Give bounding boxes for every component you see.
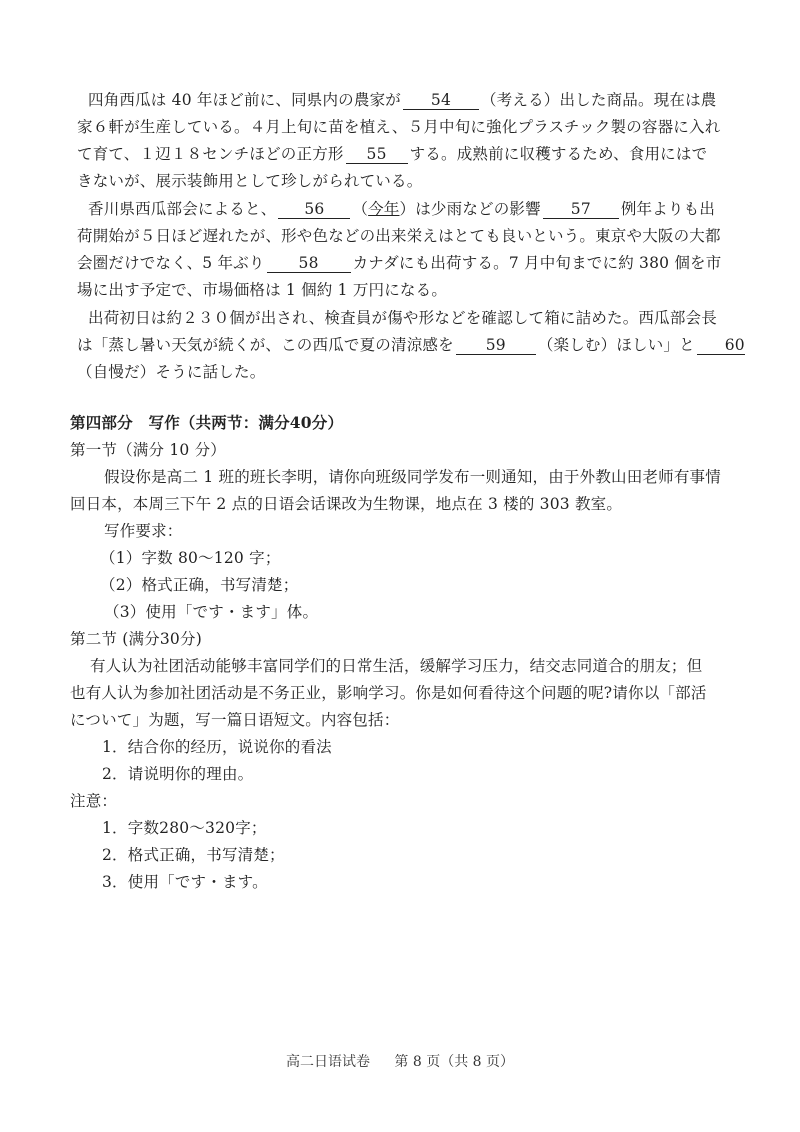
blank-57[interactable]: 57 <box>543 200 619 219</box>
requirements-label: 写作要求： <box>104 522 183 540</box>
requirement-item: （2）格式正确，书写清楚； <box>100 576 299 594</box>
notes-label: 注意： <box>70 792 118 810</box>
section-one-title: 第一节（满分 10 分） <box>70 441 226 459</box>
content-item: 1．结合你的经历，说说你的看法 <box>102 738 332 756</box>
page-number: 第 8 页（共 8 页） <box>394 1054 515 1070</box>
passage-p3-line1: 出荷初日は約２３０個が出され、検査員が傷や形などを確認して箱に詰めた。西瓜部会長 <box>88 309 717 327</box>
content-item: 2．请说明你的理由。 <box>102 765 254 783</box>
section-one-prompt-line1: 假设你是高二 1 班的班长李明，请你向班级同学发布一则通知，由于外教山田老师有事情 <box>104 468 721 486</box>
text: 香川県西瓜部会によると、 <box>88 200 277 218</box>
section-two-title: 第二节 (满分30分) <box>70 630 202 648</box>
note-item: 1．字数280～320字； <box>102 819 267 837</box>
hint-56: 今年 <box>368 200 400 218</box>
part-four-title: 第四部分 写作（共两节：满分40分） <box>70 413 344 432</box>
blank-60[interactable]: 60 <box>697 336 745 355</box>
requirement-item: （3）使用「です・ます」体。 <box>104 603 319 621</box>
passage-p1-line1 <box>88 90 717 110</box>
requirement-item: （1）字数 80～120 字； <box>100 549 281 567</box>
passage-p2-line2: 荷開始が５日ほど遅れたが、形や色などの出来栄えはとても良いという。東京や大阪の大都 <box>77 227 721 245</box>
text: は「蒸し暑い天気が続くが、この西瓜で夏の清涼感を <box>77 336 454 354</box>
section-two-prompt-line3: について」为题，写一篇日语短文。内容包括： <box>70 711 400 729</box>
passage-p3-line2 <box>77 335 747 355</box>
blank-55[interactable]: 55 <box>346 145 408 164</box>
text: （楽しむ）ほしい」と <box>537 336 695 354</box>
text: は少雨などの影響 <box>415 200 541 218</box>
blank-59[interactable]: 59 <box>456 336 536 355</box>
page-footer <box>0 1051 800 1071</box>
text: 四角西瓜は 40 年ほど前に、同県内の農家が <box>88 91 401 109</box>
text: する。成熟前に収穫するため、食用にはで <box>409 145 708 163</box>
passage-p2-line4: 場に出す予定で、市場価格は 1 個約 1 万円になる。 <box>77 281 448 299</box>
passage-p3-line3: （自慢だ）そうに話した。 <box>77 363 266 381</box>
note-item: 2．格式正确，书写清楚； <box>102 846 285 864</box>
text: 会圏だけでなく、5 年ぶり <box>77 254 265 272</box>
section-two-prompt-line1: 有人认为社团活动能够丰富同学们的日常生活，缓解学习压力，结交志同道合的朋友；但 <box>90 657 703 675</box>
passage-p1-line2: 家６軒が生産している。４月上旬に苗を植え、５月中旬に強化プラスチック製の容器に入れ <box>77 118 721 136</box>
exam-name: 高二日语试卷 <box>285 1054 370 1070</box>
passage-p2-line1 <box>88 199 715 219</box>
blank-56[interactable]: 56 <box>278 200 350 219</box>
text: て育て、１辺１８センチほどの正方形 <box>77 145 344 163</box>
note-item: 3．使用「です・ます。 <box>102 873 268 891</box>
text: 例年よりも出 <box>620 200 716 218</box>
section-one-prompt-line2: 回日本，本周三下午 2 点的日语会话课改为生物课，地点在 3 楼的 303 教室。 <box>70 495 623 513</box>
paren-open: （ <box>352 200 369 218</box>
passage-p2-line3 <box>77 253 721 273</box>
text: カナダにも出荷する。7 月中旬までに約 380 個を市 <box>352 254 722 272</box>
blank-54[interactable]: 54 <box>403 91 479 110</box>
text: （考える）出した商品。現在は農 <box>480 91 717 109</box>
blank-58[interactable]: 58 <box>267 254 351 273</box>
paren-close: ） <box>399 200 416 218</box>
passage-p1-line4: きないが、展示装飾用として珍しがられている。 <box>77 172 423 190</box>
section-two-prompt-line2: 也有人认为参加社团活动是不务正业，影响学习。你是如何看待这个问题的呢?请你以「部活 <box>70 684 707 702</box>
passage-p1-line3 <box>77 144 707 164</box>
